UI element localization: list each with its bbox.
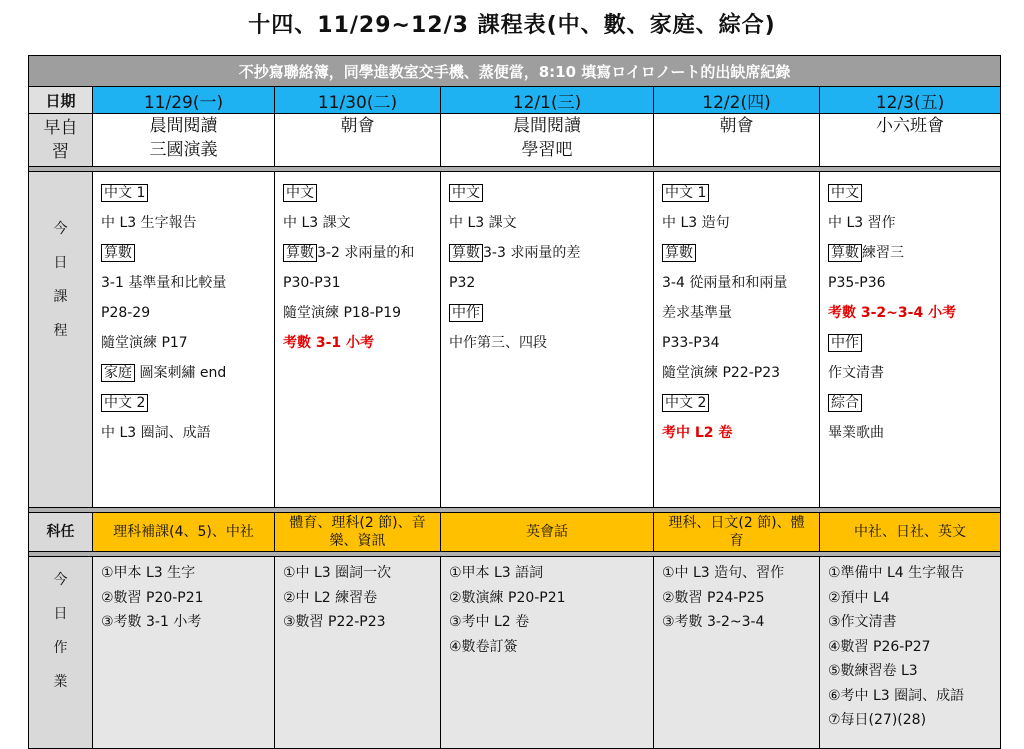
subject-tag: 中文 [283, 184, 317, 202]
notice-row [29, 56, 1001, 87]
course-item [283, 208, 434, 238]
homework-item: ③數習 P22-P23 [283, 614, 386, 630]
morning-activity: 三國演義 [149, 140, 218, 160]
homework-cell [820, 557, 1001, 749]
teacher-cell: 理科補課(4、5)、中社 [93, 513, 275, 552]
homework-item: ③作文清書 [828, 614, 897, 630]
homework-cell [654, 557, 820, 749]
course-text: 考數 3-2~3-4 小考 [828, 305, 957, 321]
course-item [283, 268, 434, 298]
course-text: 中 L3 圈詞、成語 [101, 425, 211, 441]
morning-activity: 小六班會 [876, 116, 945, 136]
course-item [828, 328, 994, 358]
subject-tag: 算數 [101, 244, 135, 262]
subject-tag: 算數 [828, 244, 862, 262]
morning-cell [441, 114, 654, 167]
course-item [449, 298, 647, 328]
course-row [29, 172, 1001, 508]
course-cell [441, 172, 654, 508]
course-item [828, 388, 994, 418]
homework-label [29, 557, 93, 749]
course-item [662, 178, 813, 208]
course-item [828, 358, 994, 388]
course-item [828, 418, 994, 448]
course-item [101, 298, 268, 328]
course-item [283, 298, 434, 328]
course-text: 畢業歌曲 [828, 425, 884, 441]
course-text: 隨堂演練 P17 [101, 335, 188, 351]
course-item [101, 208, 268, 238]
course-item [828, 238, 994, 268]
course-text: P30-P31 [283, 275, 341, 291]
course-text: P35-P36 [828, 275, 886, 291]
course-text: P32 [449, 275, 476, 291]
course-item [662, 418, 813, 448]
homework-item: ⑦每日(27)(28) [828, 712, 927, 728]
homework-item: ②數習 P24-P25 [662, 589, 765, 606]
subject-tag: 中作 [828, 334, 862, 352]
course-text: P28-29 [101, 305, 151, 321]
subject-tag: 中文 [828, 184, 862, 202]
date-label: 日期 [29, 87, 93, 114]
course-text: 隨堂演練 P22-P23 [662, 365, 781, 381]
teacher-row [29, 513, 1001, 552]
course-text: 中 L3 習作 [828, 215, 896, 231]
homework-item: ③考數 3-2~3-4 [662, 614, 765, 630]
subject-tag: 中文 [449, 184, 483, 202]
homework-cell [275, 557, 441, 749]
homework-item: ⑤數練習卷 L3 [828, 663, 918, 679]
course-item [449, 268, 647, 298]
course-text: 差求基準量 [662, 305, 732, 321]
teacher-cell: 中社、日社、英文 [820, 513, 1001, 552]
course-item [283, 178, 434, 208]
course-text: 3-1 基準量和比較量 [101, 275, 227, 291]
course-item [449, 238, 647, 268]
subject-tag: 中文 2 [101, 394, 148, 412]
course-label [29, 172, 93, 508]
course-text: 練習三 [862, 245, 904, 261]
subject-tag: 中文 1 [662, 184, 709, 202]
date-cell: 12/2(四) [654, 87, 820, 114]
course-item [662, 238, 813, 268]
morning-activity: 朝會 [340, 116, 375, 136]
subject-tag: 算數 [449, 244, 483, 262]
homework-item: ①中 L3 造句、習作 [662, 565, 785, 581]
course-text: 3-4 從兩量和和兩量 [662, 275, 788, 291]
morning-cell [820, 114, 1001, 167]
course-item [101, 418, 268, 448]
course-text: 隨堂演練 P18-P19 [283, 305, 402, 321]
course-cell [93, 172, 275, 508]
morning-cell [654, 114, 820, 167]
schedule-table [28, 55, 1001, 749]
homework-item: ③考中 L2 卷 [449, 614, 530, 630]
course-text: 中 L3 生字報告 [101, 215, 197, 231]
course-item [662, 388, 813, 418]
course-label-text: 今 日 課 程 [53, 221, 68, 339]
course-item [101, 388, 268, 418]
homework-item: ②中 L2 練習卷 [283, 589, 378, 606]
course-item [101, 358, 268, 388]
notice-text: 不抄寫聯絡簿，同學進教室交手機、蒸便當，8:10 填寫ロイロノート的出缺席紀錄 [29, 56, 1001, 87]
date-cell: 12/1(三) [441, 87, 654, 114]
homework-item: ②數演練 P20-P21 [449, 589, 566, 606]
morning-label: 早自習 [29, 114, 93, 167]
homework-row [29, 557, 1001, 749]
course-text: 3-3 求兩量的差 [483, 245, 581, 261]
course-item [828, 208, 994, 238]
course-item [449, 208, 647, 238]
homework-item: ①甲本 L3 生字 [101, 565, 196, 581]
course-item [101, 178, 268, 208]
course-item [449, 178, 647, 208]
course-text: 中作第三、四段 [449, 335, 547, 351]
course-item [449, 328, 647, 358]
date-cell: 12/3(五) [820, 87, 1001, 114]
course-item [101, 268, 268, 298]
morning-row [29, 114, 1001, 167]
course-item [283, 238, 434, 268]
homework-item: ①中 L3 圈詞一次 [283, 565, 392, 581]
teacher-cell: 英會話 [441, 513, 654, 552]
morning-activity: 學習吧 [521, 140, 573, 160]
date-cell: 11/30(二) [275, 87, 441, 114]
homework-item: ②預中 L4 [828, 589, 890, 606]
teacher-cell: 體育、理科(2 節)、音樂、資訊 [275, 513, 441, 552]
homework-item: ①準備中 L4 生字報告 [828, 565, 965, 581]
homework-cell [93, 557, 275, 749]
morning-cell [93, 114, 275, 167]
homework-item: ④數卷訂簽 [449, 638, 518, 655]
homework-cell [441, 557, 654, 749]
course-item [101, 238, 268, 268]
course-text: 作文清書 [828, 365, 884, 381]
morning-activity: 朝會 [719, 116, 754, 136]
subject-tag: 中作 [449, 304, 483, 322]
course-text: 3-2 求兩量的和 [317, 245, 415, 261]
morning-activity: 晨間閱讀 [149, 116, 218, 136]
homework-item: ①甲本 L3 語詞 [449, 565, 544, 581]
course-item [828, 178, 994, 208]
course-text: P33-P34 [662, 335, 720, 351]
morning-cell [275, 114, 441, 167]
teacher-label: 科任 [29, 513, 93, 552]
course-item [101, 328, 268, 358]
subject-tag: 家庭 [101, 364, 135, 382]
course-item [828, 298, 994, 328]
course-cell [820, 172, 1001, 508]
course-text: 中 L3 課文 [283, 215, 351, 231]
subject-tag: 算數 [283, 244, 317, 262]
subject-tag: 中文 2 [662, 394, 709, 412]
homework-item: ④數習 P26-P27 [828, 638, 931, 655]
course-text: 考中 L2 卷 [662, 425, 733, 441]
homework-label-text: 今 日 作 業 [53, 572, 68, 690]
subject-tag: 算數 [662, 244, 696, 262]
course-text: 中 L3 課文 [449, 215, 517, 231]
course-item [662, 328, 813, 358]
course-text: 考數 3-1 小考 [283, 335, 375, 351]
homework-item: ⑥考中 L3 圈詞、成語 [828, 687, 965, 704]
subject-tag: 綜合 [828, 394, 862, 412]
course-cell [654, 172, 820, 508]
page-title: 十四、11/29~12/3 課程表(中、數、家庭、綜合) [248, 13, 776, 38]
course-cell [275, 172, 441, 508]
date-row [29, 87, 1001, 114]
course-item [662, 358, 813, 388]
course-item [662, 298, 813, 328]
morning-activity: 晨間閱讀 [513, 116, 581, 136]
teacher-cell: 理科、日文(2 節)、體育 [654, 513, 820, 552]
course-text: 中 L3 造句 [662, 215, 730, 231]
homework-item: ②數習 P20-P21 [101, 589, 204, 606]
course-item [828, 268, 994, 298]
course-item [662, 208, 813, 238]
subject-tag: 中文 1 [101, 184, 148, 202]
course-item [662, 268, 813, 298]
date-cell: 11/29(一) [93, 87, 275, 114]
homework-item: ③考數 3-1 小考 [101, 614, 202, 630]
course-item [283, 328, 434, 358]
course-text: 圖案刺繡 end [135, 365, 227, 381]
